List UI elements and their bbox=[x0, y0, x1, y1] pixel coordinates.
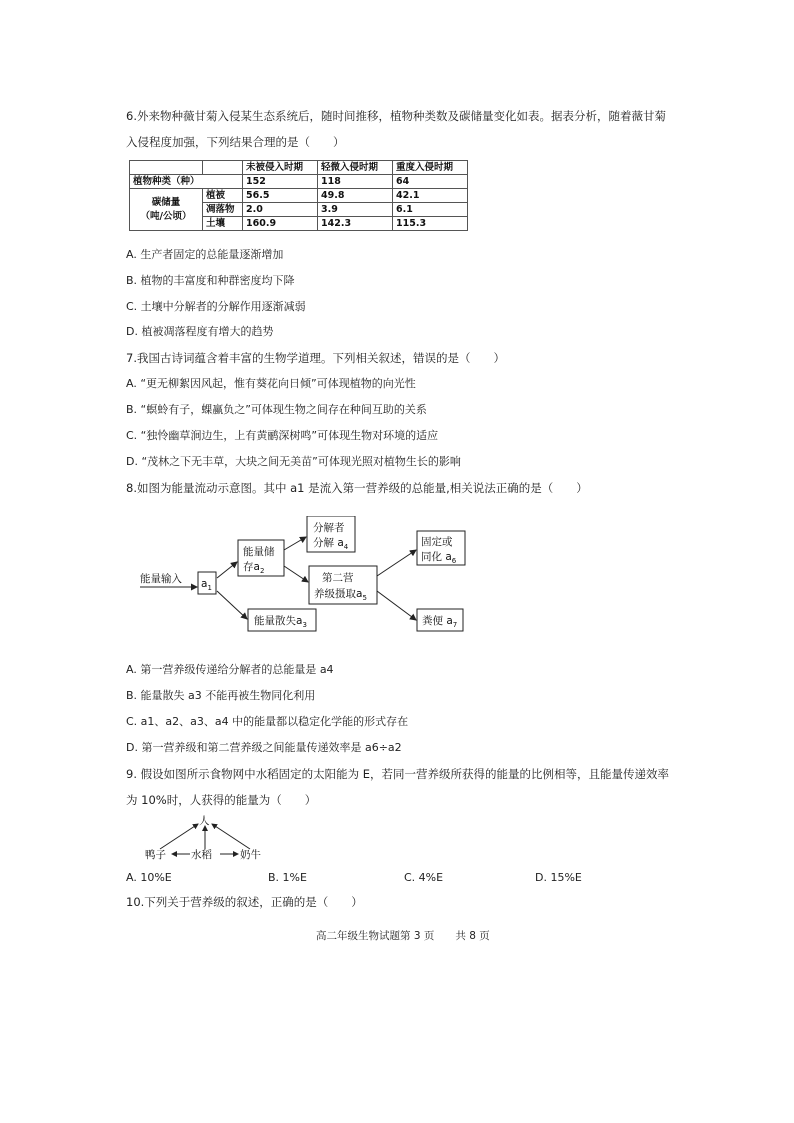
label-a1: a bbox=[201, 578, 208, 590]
table-cell: 2.0 bbox=[243, 203, 318, 217]
table-cell bbox=[203, 161, 243, 175]
carbon-label-line2: （吨/公顷） bbox=[140, 210, 192, 222]
label-fixed-line2: 同化 a bbox=[421, 551, 452, 563]
table-header-row bbox=[130, 161, 468, 175]
arrow-store-second bbox=[284, 566, 308, 582]
label-loss-sub: 3 bbox=[302, 621, 307, 629]
label-decomposer-sub: 4 bbox=[343, 543, 349, 551]
svg-text:粪便 a7 bbox=[422, 614, 457, 629]
arrow-a1-loss bbox=[217, 591, 247, 619]
table-cell: 49.8 bbox=[318, 189, 393, 203]
svg-text:能量散失a3 bbox=[254, 614, 307, 629]
q6-option-c: C. 土壤中分解者的分解作用逐渐减弱 bbox=[126, 300, 306, 313]
q6-option-b: B. 植物的丰富度和种群密度均下降 bbox=[126, 274, 295, 287]
label-a1-sub: 1 bbox=[207, 584, 212, 592]
table-header: 轻微入侵时期 bbox=[318, 161, 393, 175]
arrow-second-fixed bbox=[377, 550, 416, 576]
q9-stem-line1: 9. 假设如图所示食物网中水稻固定的太阳能为 E，若同一营养级所获得的能量的比例相等，且能量传递效率 bbox=[126, 767, 670, 781]
carbon-table bbox=[129, 160, 468, 231]
table-cell bbox=[130, 161, 203, 175]
label-decomposer-line1: 分解者 bbox=[313, 522, 345, 534]
q8-stem: 8.如图为能量流动示意图。其中 a1 是流入第一营养级的总能量,相关说法正确的是（ ） bbox=[126, 481, 588, 495]
table-cell: 56.5 bbox=[243, 189, 318, 203]
table-row-label: 植物种类（种） bbox=[130, 175, 243, 189]
q10-stem: 10.下列关于营养级的叙述，正确的是（ ） bbox=[126, 895, 363, 909]
svg-text:a1 bbox=[201, 578, 212, 592]
arrow-cow-human bbox=[212, 824, 250, 849]
table-cell: 115.3 bbox=[393, 217, 468, 231]
q7-stem: 7.我国古诗词蕴含着丰富的生物学道理。下列相关叙述，错误的是（ ） bbox=[126, 351, 505, 365]
label-store-line2: 存a bbox=[243, 561, 260, 573]
label-cow: 奶牛 bbox=[240, 849, 261, 861]
q9-choice-c: C. 4%E bbox=[404, 871, 444, 884]
arrow-second-feces bbox=[377, 591, 416, 620]
q6-option-a: A. 生产者固定的总能量逐渐增加 bbox=[126, 248, 284, 261]
label-loss: 能量散失a bbox=[254, 615, 303, 627]
q9-choice-b: B. 1%E bbox=[268, 871, 307, 884]
table-cell: 118 bbox=[318, 175, 393, 189]
table-cell: 3.9 bbox=[318, 203, 393, 217]
q8-option-a: A. 第一营养级传递给分解者的总能量是 a4 bbox=[126, 663, 334, 676]
table-cell: 142.3 bbox=[318, 217, 393, 231]
q7-option-d: D. “茂林之下无丰草，大块之间无美苗”可体现光照对植物生长的影响 bbox=[126, 455, 461, 468]
q9-choice-d: D. 15%E bbox=[535, 871, 582, 884]
carbon-label bbox=[130, 189, 203, 231]
q9-choice-a: A. 10%E bbox=[126, 871, 172, 884]
table-header: 未被侵入时期 bbox=[243, 161, 318, 175]
table-row-label: 土壤 bbox=[203, 217, 243, 231]
q6-stem-line1: 6.外来物种薇甘菊入侵某生态系统后，随时间推移，植物种类数及碳储量变化如表。据表分析，随着薇甘菊 bbox=[126, 109, 666, 123]
table-cell: 6.1 bbox=[393, 203, 468, 217]
table-cell: 152 bbox=[243, 175, 318, 189]
table-cell: 42.1 bbox=[393, 189, 468, 203]
svg-text:分解 a4 bbox=[313, 536, 349, 551]
q8-option-b: B. 能量散失 a3 不能再被生物同化利用 bbox=[126, 689, 316, 702]
arrow-duck-human bbox=[160, 824, 198, 849]
food-web-diagram bbox=[0, 814, 794, 864]
label-rice: 水稻 bbox=[191, 849, 212, 861]
svg-text:存a2 bbox=[243, 560, 264, 575]
svg-text:养级摄取a5 bbox=[314, 587, 367, 602]
label-feces-sub: 7 bbox=[452, 621, 458, 629]
table-row bbox=[130, 175, 468, 189]
label-duck: 鸭子 bbox=[145, 849, 166, 861]
q7-option-c: C. “独怜幽草涧边生，上有黄鹂深树鸣”可体现生物对环境的适应 bbox=[126, 429, 439, 442]
label-store-line1: 能量储 bbox=[243, 546, 275, 558]
arrow-a1-store bbox=[217, 562, 237, 578]
label-decomposer-line2: 分解 a bbox=[313, 537, 344, 549]
label-input: 能量输入 bbox=[140, 573, 182, 585]
label-fixed-line1: 固定或 bbox=[421, 536, 453, 548]
label-second-line1: 第二营 bbox=[322, 572, 354, 584]
q8-option-c: C. a1、a2、a3、a4 中的能量都以稳定化学能的形式存在 bbox=[126, 715, 409, 728]
table-cell: 160.9 bbox=[243, 217, 318, 231]
q7-option-a: A. “更无柳絮因风起，惟有葵花向日倾”可体现植物的向光性 bbox=[126, 377, 416, 390]
label-feces: 粪便 a bbox=[422, 615, 453, 627]
q6-option-d: D. 植被凋落程度有增大的趋势 bbox=[126, 325, 274, 338]
page-footer: 高二年级生物试题第 3 页 共 8 页 bbox=[316, 930, 490, 942]
table-row bbox=[130, 189, 468, 203]
energy-flow-diagram bbox=[0, 516, 794, 636]
svg-text:同化 a6 bbox=[421, 550, 457, 565]
table-header: 重度入侵时期 bbox=[393, 161, 468, 175]
q8-option-d: D. 第一营养级和第二营养级之间能量传递效率是 a6÷a2 bbox=[126, 741, 402, 754]
arrow-store-decomposer bbox=[284, 537, 306, 550]
q7-option-b: B. “螟蛉有子，蜾蠃负之”可体现生物之间存在种间互助的关系 bbox=[126, 403, 427, 416]
q6-stem-line2: 入侵程度加强，下列结果合理的是（ ） bbox=[126, 135, 345, 149]
label-store-sub: 2 bbox=[259, 567, 265, 575]
q9-stem-line2: 为 10%时，人获得的能量为（ ） bbox=[126, 793, 317, 807]
label-human: 人 bbox=[199, 815, 210, 827]
table-row-label: 植被 bbox=[203, 189, 243, 203]
table-row-label: 凋落物 bbox=[203, 203, 243, 217]
label-second-line2: 养级摄取a bbox=[314, 588, 363, 600]
table-cell: 64 bbox=[393, 175, 468, 189]
label-fixed-sub: 6 bbox=[451, 557, 457, 565]
label-second-sub: 5 bbox=[362, 594, 367, 602]
carbon-label-line1: 碳储量 bbox=[151, 196, 181, 208]
